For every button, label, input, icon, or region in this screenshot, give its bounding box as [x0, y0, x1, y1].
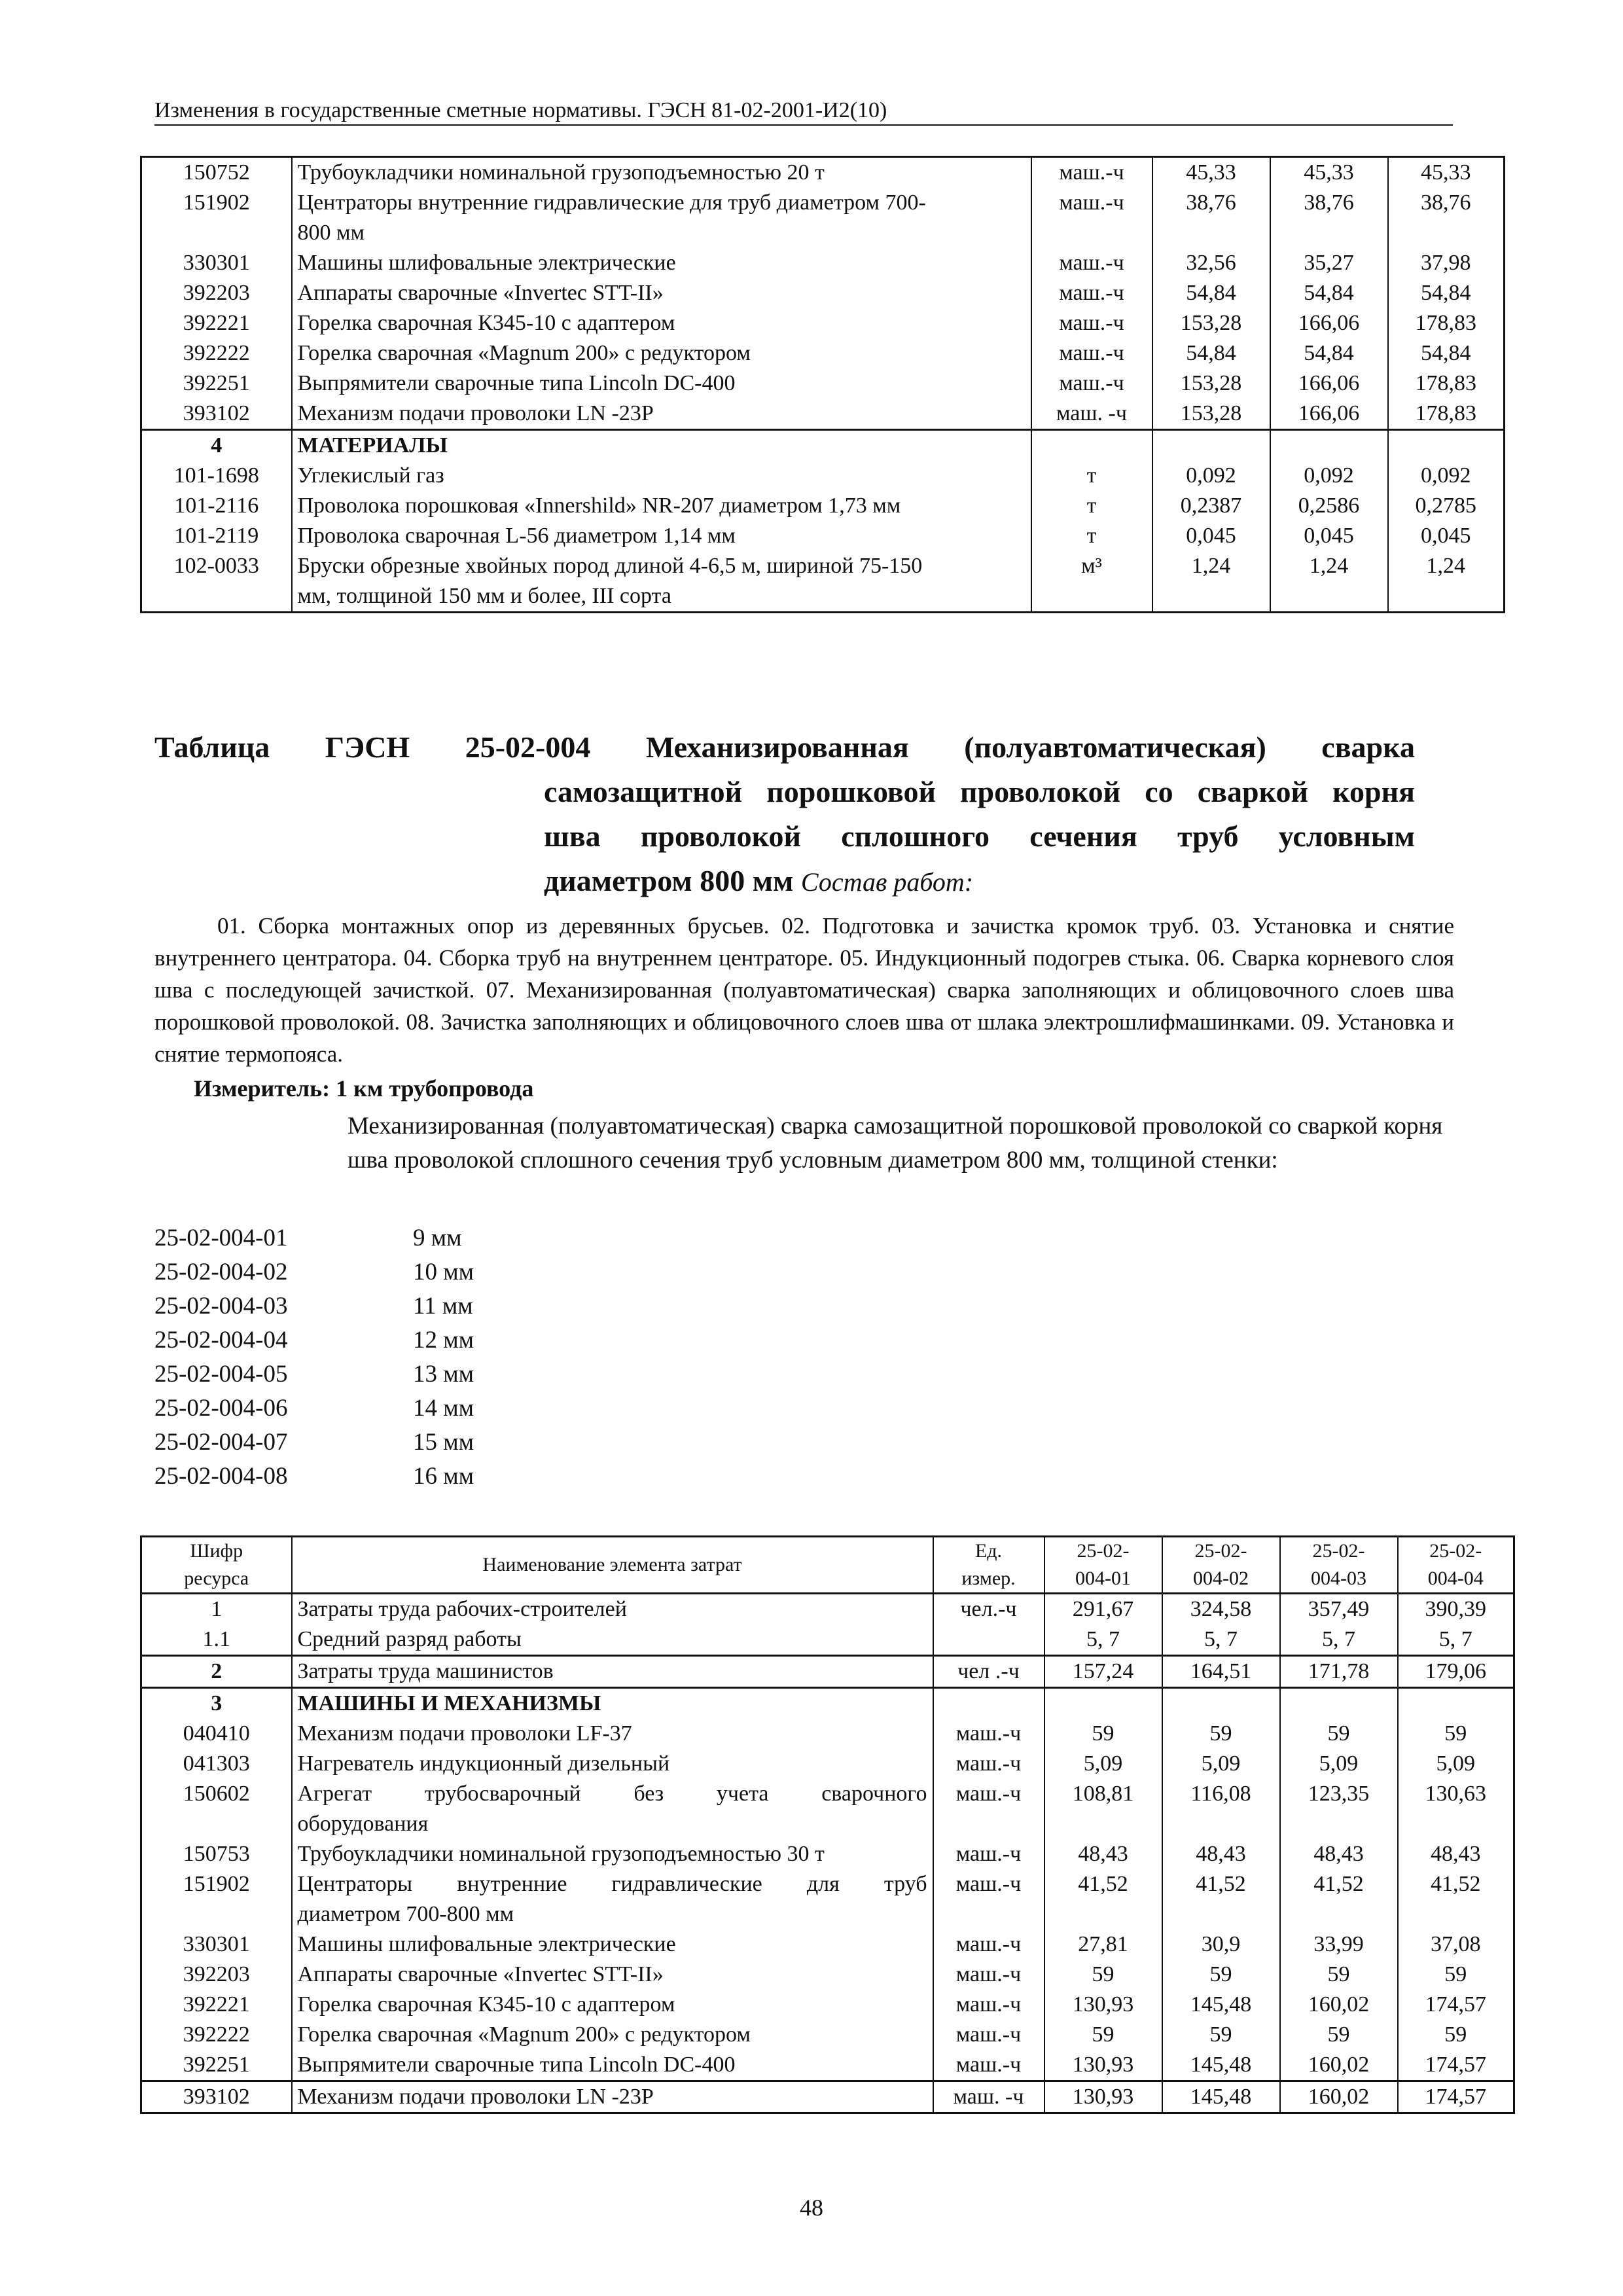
resource-value: 174,57 — [1425, 1992, 1486, 2017]
wall-thickness: 11 мм — [413, 1293, 473, 1319]
col-header-norm-2: 25-02- 004-02 — [1162, 1537, 1280, 1594]
wall-thickness: 15 мм — [413, 1429, 474, 1456]
norm-code-row — [154, 1460, 474, 1494]
resource-unit: маш.-ч — [933, 1719, 1044, 1749]
resource-name: Машины шлифовальные электрические — [292, 248, 1031, 278]
resource-code: 392221 — [141, 1990, 292, 2020]
resource-value: 59 — [1444, 1721, 1467, 1746]
resource-value: 174,57 — [1425, 2053, 1486, 2077]
table-row — [141, 248, 1505, 278]
norm-code: 25-02-004-06 — [154, 1395, 288, 1422]
resource-value: 116,08 — [1162, 1779, 1280, 1839]
table-row — [141, 1839, 1514, 1869]
resource-value: 178,83 — [1415, 371, 1476, 395]
title-line: самозащитной порошковой проволокой со сваркой корня — [544, 775, 1415, 808]
resource-name: Аппараты сварочные «Invertec STT-II» — [292, 278, 1031, 308]
resource-value: 1,24 — [1152, 551, 1270, 613]
grade-row: 1.1 Средний разряд работы 5, 7 5, 7 5, 7 5, 7 — [141, 1624, 1514, 1656]
resource-value: 0,2387 — [1152, 491, 1270, 521]
resource-value: 59 — [1162, 1719, 1280, 1749]
resource-code: 150602 — [141, 1779, 292, 1839]
wall-thickness: 16 мм — [413, 1463, 474, 1490]
resource-value: 178,83 — [1415, 401, 1476, 425]
resource-unit: маш.-ч — [933, 1749, 1044, 1779]
meter-label: Измеритель: 1 км трубопровода — [194, 1075, 534, 1102]
resource-value: 0,092 — [1270, 461, 1388, 491]
resource-value: 27,81 — [1044, 1929, 1162, 1960]
title-line: шва проволокой сплошного сечения труб условным — [544, 819, 1415, 853]
resource-value: 153,28 — [1152, 399, 1270, 430]
resource-name: Проволока сварочная L-56 диаметром 1,14 мм — [292, 521, 1031, 551]
resource-unit: маш.-ч — [933, 1779, 1044, 1839]
resource-code: 330301 — [141, 248, 292, 278]
resource-value: 0,045 — [1270, 521, 1388, 551]
title-line: диаметром 800 мм — [544, 864, 794, 897]
section-title: МАТЕРИАЛЫ — [292, 430, 1031, 461]
resource-code: 392221 — [141, 308, 292, 338]
table-row — [141, 278, 1505, 308]
col-header-code: Шифр ресурса — [141, 1537, 292, 1594]
resource-unit: маш.-ч — [933, 1990, 1044, 2020]
table-row — [141, 1960, 1514, 1990]
resource-value: 178,83 — [1415, 311, 1476, 335]
resource-name: Горелка сварочная К345-10 с адаптером — [292, 1990, 933, 2020]
resource-value: 130,93 — [1044, 1990, 1162, 2020]
resource-value: 0,045 — [1152, 521, 1270, 551]
title-word: 25-02-004 — [465, 730, 591, 764]
resources-table-continued — [140, 156, 1505, 613]
resource-code: 151902 — [141, 188, 292, 248]
resource-code: 392222 — [141, 338, 292, 368]
norm-code-row — [154, 1391, 474, 1426]
resource-value: 0,092 — [1421, 463, 1471, 488]
resource-value: 35,27 — [1270, 248, 1388, 278]
table-row — [141, 491, 1505, 521]
resource-value: 160,02 — [1280, 1990, 1398, 2020]
resource-value: 1,24 — [1270, 551, 1388, 613]
work-composition-text: 01. Сборка монтажных опор из деревянных брусьев. 02. Подготовка и зачистка кромок труб. 03. Установка и снятие внутреннего центратора. 04. Сборка труб на внутреннем центраторе. 05. Индукционный подогрев стыка. 06. Сварка корневого слоя шва с последующей зачисткой. 07. Механизированная (полуавтоматическая) сварка заполняющих и облицовочного слоев шва порошковой проволокой. 08. Зачистка заполняющих и облицовочного слоев шва от шлака электрошлифмашинками. 09. Установка и снятие термопояса. — [154, 913, 1454, 1067]
resource-value: 41,52 — [1162, 1869, 1280, 1929]
resource-code: 102-0033 — [141, 551, 292, 613]
resource-value: 37,08 — [1431, 1932, 1481, 1956]
resource-code: 101-1698 — [141, 461, 292, 491]
resource-value: 160,02 — [1280, 2050, 1398, 2081]
col-header-norm-1: 25-02- 004-01 — [1044, 1537, 1162, 1594]
resource-value: 5,09 — [1280, 1749, 1398, 1779]
resource-unit: маш.-ч — [1031, 338, 1152, 368]
materials-section-row — [141, 430, 1505, 461]
resource-value: 1,24 — [1426, 554, 1465, 578]
resource-value: 166,06 — [1270, 399, 1388, 430]
resources-table — [140, 1535, 1515, 2114]
resource-value: 32,56 — [1152, 248, 1270, 278]
resource-code: 101-2116 — [141, 491, 292, 521]
wall-thickness: 12 мм — [413, 1327, 474, 1354]
resource-value: 45,33 — [1270, 157, 1388, 188]
resource-unit: маш.-ч — [933, 1839, 1044, 1869]
resource-unit: маш.-ч — [933, 1869, 1044, 1929]
norm-code: 25-02-004-03 — [154, 1293, 288, 1319]
resource-value: 59 — [1280, 1960, 1398, 1990]
resource-value: 130,93 — [1044, 2050, 1162, 2081]
resource-value: 38,76 — [1421, 190, 1471, 215]
resource-code: 392222 — [141, 2020, 292, 2050]
resource-name: Агрегат трубосварочный без учета сварочного оборудования — [292, 1779, 933, 1839]
resource-code: 101-2119 — [141, 521, 292, 551]
resource-value: 5,09 — [1044, 1749, 1162, 1779]
resource-value: 153,28 — [1152, 368, 1270, 399]
norm-code-row — [154, 1357, 474, 1391]
resource-value: 48,43 — [1280, 1839, 1398, 1869]
table-row — [141, 399, 1505, 430]
table-row — [141, 338, 1505, 368]
resource-value: 59 — [1162, 2020, 1280, 2050]
resource-code: 392251 — [141, 368, 292, 399]
table-header-row — [141, 1537, 1514, 1594]
table-row — [141, 1990, 1514, 2020]
resource-value: 54,84 — [1421, 341, 1471, 365]
resource-unit: маш.-ч — [1031, 368, 1152, 399]
operators-row: 2 Затраты труда машинистов чел .-ч 157,24 164,51 171,78 179,06 — [141, 1656, 1514, 1688]
resource-name: Нагреватель индукционный дизельный — [292, 1749, 933, 1779]
table-row — [141, 1929, 1514, 1960]
norm-code: 25-02-004-05 — [154, 1361, 288, 1388]
wall-thickness: 14 мм — [413, 1395, 474, 1422]
col-header-unit: Ед. измер. — [933, 1537, 1044, 1594]
table-row — [141, 2050, 1514, 2081]
table-row — [141, 521, 1505, 551]
resource-value: 41,52 — [1280, 1869, 1398, 1929]
resource-value: 59 — [1280, 2020, 1398, 2050]
table-title — [154, 725, 1415, 905]
resource-value: 54,84 — [1270, 338, 1388, 368]
resource-value: 59 — [1044, 2020, 1162, 2050]
resource-name: Трубоукладчики номинальной грузоподъемностью 20 т — [292, 157, 1031, 188]
norm-code: 25-02-004-07 — [154, 1429, 288, 1456]
title-word: ГЭСН — [325, 730, 410, 764]
resource-name: Горелка сварочная «Magnum 200» с редуктором — [292, 338, 1031, 368]
resource-name: Горелка сварочная К345-10 с адаптером — [292, 308, 1031, 338]
resource-unit: маш.-ч — [933, 1929, 1044, 1960]
resource-value: 0,2785 — [1415, 493, 1476, 518]
page-number: 48 — [800, 2195, 823, 2221]
resource-value: 123,35 — [1280, 1779, 1398, 1839]
resource-name: Машины шлифовальные электрические — [292, 1929, 933, 1960]
resource-value: 45,33 — [1421, 160, 1471, 185]
resource-value: 153,28 — [1152, 308, 1270, 338]
resource-value: 30,9 — [1162, 1929, 1280, 1960]
resource-value: 5,09 — [1436, 1751, 1475, 1776]
section-code: 4 — [141, 430, 292, 461]
resource-value: 37,98 — [1421, 251, 1471, 275]
wall-thickness: 10 мм — [413, 1259, 474, 1285]
title-word: Механизированная — [645, 730, 909, 764]
resource-name: Трубоукладчики номинальной грузоподъемностью 30 т — [292, 1839, 933, 1869]
running-header: Изменения в государственные сметные нормативы. ГЭСН 81-02-2001-И2(10) — [154, 98, 1453, 126]
resource-name: Бруски обрезные хвойных пород длиной 4-6,5 м, шириной 75-150 мм, толщиной 150 мм и более, III сорта — [292, 551, 1031, 613]
resource-unit: маш.-ч — [1031, 278, 1152, 308]
table-row — [141, 1869, 1514, 1929]
resource-value: 41,52 — [1044, 1869, 1162, 1929]
col-header-name: Наименование элемента затрат — [292, 1537, 933, 1594]
resource-value: 48,43 — [1162, 1839, 1280, 1869]
resource-value: 59 — [1444, 2022, 1467, 2047]
resource-code: 150752 — [141, 157, 292, 188]
table-row — [141, 368, 1505, 399]
resource-code: 151902 — [141, 1869, 292, 1929]
table-row — [141, 1719, 1514, 1749]
resource-value: 59 — [1444, 1962, 1467, 1986]
resource-value: 59 — [1280, 1719, 1398, 1749]
resource-name: Проволока порошковая «Innershild» NR-207 диаметром 1,73 мм — [292, 491, 1031, 521]
norm-description: Механизированная (полуавтоматическая) сварка самозащитной порошковой проволокой со сваркой корня шва проволокой сплошного сечения труб условным диаметром 800 мм, толщиной стенки: — [348, 1113, 1443, 1174]
norm-codes-list — [154, 1221, 474, 1494]
table-row — [141, 461, 1505, 491]
table-row — [141, 188, 1505, 248]
resource-value: 59 — [1044, 1719, 1162, 1749]
resource-unit: маш.-ч — [1031, 157, 1152, 188]
resource-name: Горелка сварочная «Magnum 200» с редуктором — [292, 2020, 933, 2050]
resource-code: 393102 — [141, 399, 292, 430]
col-header-norm-4: 25-02- 004-04 — [1398, 1537, 1514, 1594]
resource-code: 330301 — [141, 1929, 292, 1960]
resource-value: 38,76 — [1152, 188, 1270, 248]
resource-value: 38,76 — [1270, 188, 1388, 248]
norm-code-row — [154, 1323, 474, 1357]
resource-unit: маш.-ч — [1031, 188, 1152, 248]
title-word: сварка — [1321, 730, 1415, 764]
resource-code: 040410 — [141, 1719, 292, 1749]
resource-name: Выпрямители сварочные типа Lincoln DC-400 — [292, 2050, 933, 2081]
resource-unit: т — [1031, 521, 1152, 551]
resource-value: 166,06 — [1270, 308, 1388, 338]
table-row — [141, 2020, 1514, 2050]
title-word: Таблица — [154, 730, 270, 764]
work-composition-label: Состав работ: — [800, 867, 974, 897]
table-row — [141, 308, 1505, 338]
resource-unit: т — [1031, 491, 1152, 521]
resource-name: Аппараты сварочные «Invertec STT-II» — [292, 1960, 933, 1990]
resource-value: 48,43 — [1044, 1839, 1162, 1869]
table-row — [141, 157, 1505, 188]
machines-section-row: 3 МАШИНЫ И МЕХАНИЗМЫ — [141, 1688, 1514, 1719]
resource-value: 0,2586 — [1270, 491, 1388, 521]
table-row: 393102 Механизм подачи проволоки LN -23P маш. -ч 130,93 145,48 160,02 174,57 — [141, 2081, 1514, 2113]
resource-name: Центраторы внутренние гидравлические для труб диаметром 700- 800 мм — [292, 188, 1031, 248]
resource-unit: маш.-ч — [933, 2050, 1044, 2081]
resource-value: 48,43 — [1431, 1842, 1481, 1866]
table-row — [141, 1779, 1514, 1839]
resource-value: 0,092 — [1152, 461, 1270, 491]
wall-thickness: 9 мм — [413, 1225, 462, 1251]
resource-value: 108,81 — [1044, 1779, 1162, 1839]
labor-row: 1 Затраты труда рабочих-строителей чел.-ч 291,67 324,58 357,49 390,39 — [141, 1594, 1514, 1625]
resource-value: 54,84 — [1270, 278, 1388, 308]
resource-name: Углекислый газ — [292, 461, 1031, 491]
resource-unit: маш.-ч — [1031, 248, 1152, 278]
resource-value: 130,63 — [1425, 1782, 1486, 1806]
resource-value: 59 — [1044, 1960, 1162, 1990]
resource-value: 33,99 — [1280, 1929, 1398, 1960]
resource-value: 166,06 — [1270, 368, 1388, 399]
resource-name: Центраторы внутренние гидравлические для труб диаметром 700-800 мм — [292, 1869, 933, 1929]
resource-value: 45,33 — [1152, 157, 1270, 188]
norm-code-row — [154, 1221, 474, 1255]
resource-name: Механизм подачи проволоки LN -23P — [292, 399, 1031, 430]
resource-value: 54,84 — [1421, 281, 1471, 305]
resource-value: 54,84 — [1152, 278, 1270, 308]
col-header-norm-3: 25-02- 004-03 — [1280, 1537, 1398, 1594]
norm-code: 25-02-004-02 — [154, 1259, 288, 1285]
norm-code-row — [154, 1426, 474, 1460]
table-row — [141, 551, 1505, 613]
resource-value: 145,48 — [1162, 1990, 1280, 2020]
resource-value: 59 — [1162, 1960, 1280, 1990]
resource-value: 145,48 — [1162, 2050, 1280, 2081]
norm-code: 25-02-004-01 — [154, 1225, 288, 1251]
resource-unit: т — [1031, 461, 1152, 491]
resource-value: 0,045 — [1421, 524, 1471, 548]
resource-unit: маш.-ч — [933, 2020, 1044, 2050]
norm-code: 25-02-004-04 — [154, 1327, 288, 1354]
resource-code: 150753 — [141, 1839, 292, 1869]
norm-code-row — [154, 1289, 474, 1323]
resource-name: Выпрямители сварочные типа Lincoln DC-400 — [292, 368, 1031, 399]
resource-code: 392251 — [141, 2050, 292, 2081]
resource-unit: м³ — [1031, 551, 1152, 613]
wall-thickness: 13 мм — [413, 1361, 474, 1388]
norm-code-row — [154, 1255, 474, 1289]
resource-code: 041303 — [141, 1749, 292, 1779]
resource-unit: маш.-ч — [1031, 308, 1152, 338]
resource-unit: маш. -ч — [1031, 399, 1152, 430]
resource-value: 41,52 — [1431, 1872, 1481, 1896]
norm-code: 25-02-004-08 — [154, 1463, 288, 1490]
resource-code: 392203 — [141, 278, 292, 308]
table-row — [141, 1749, 1514, 1779]
resource-value: 54,84 — [1152, 338, 1270, 368]
title-word: (полуавтоматическая) — [964, 730, 1266, 764]
resource-code: 392203 — [141, 1960, 292, 1990]
resource-value: 5,09 — [1162, 1749, 1280, 1779]
resource-name: Механизм подачи проволоки LF-37 — [292, 1719, 933, 1749]
resource-unit: маш.-ч — [933, 1960, 1044, 1990]
